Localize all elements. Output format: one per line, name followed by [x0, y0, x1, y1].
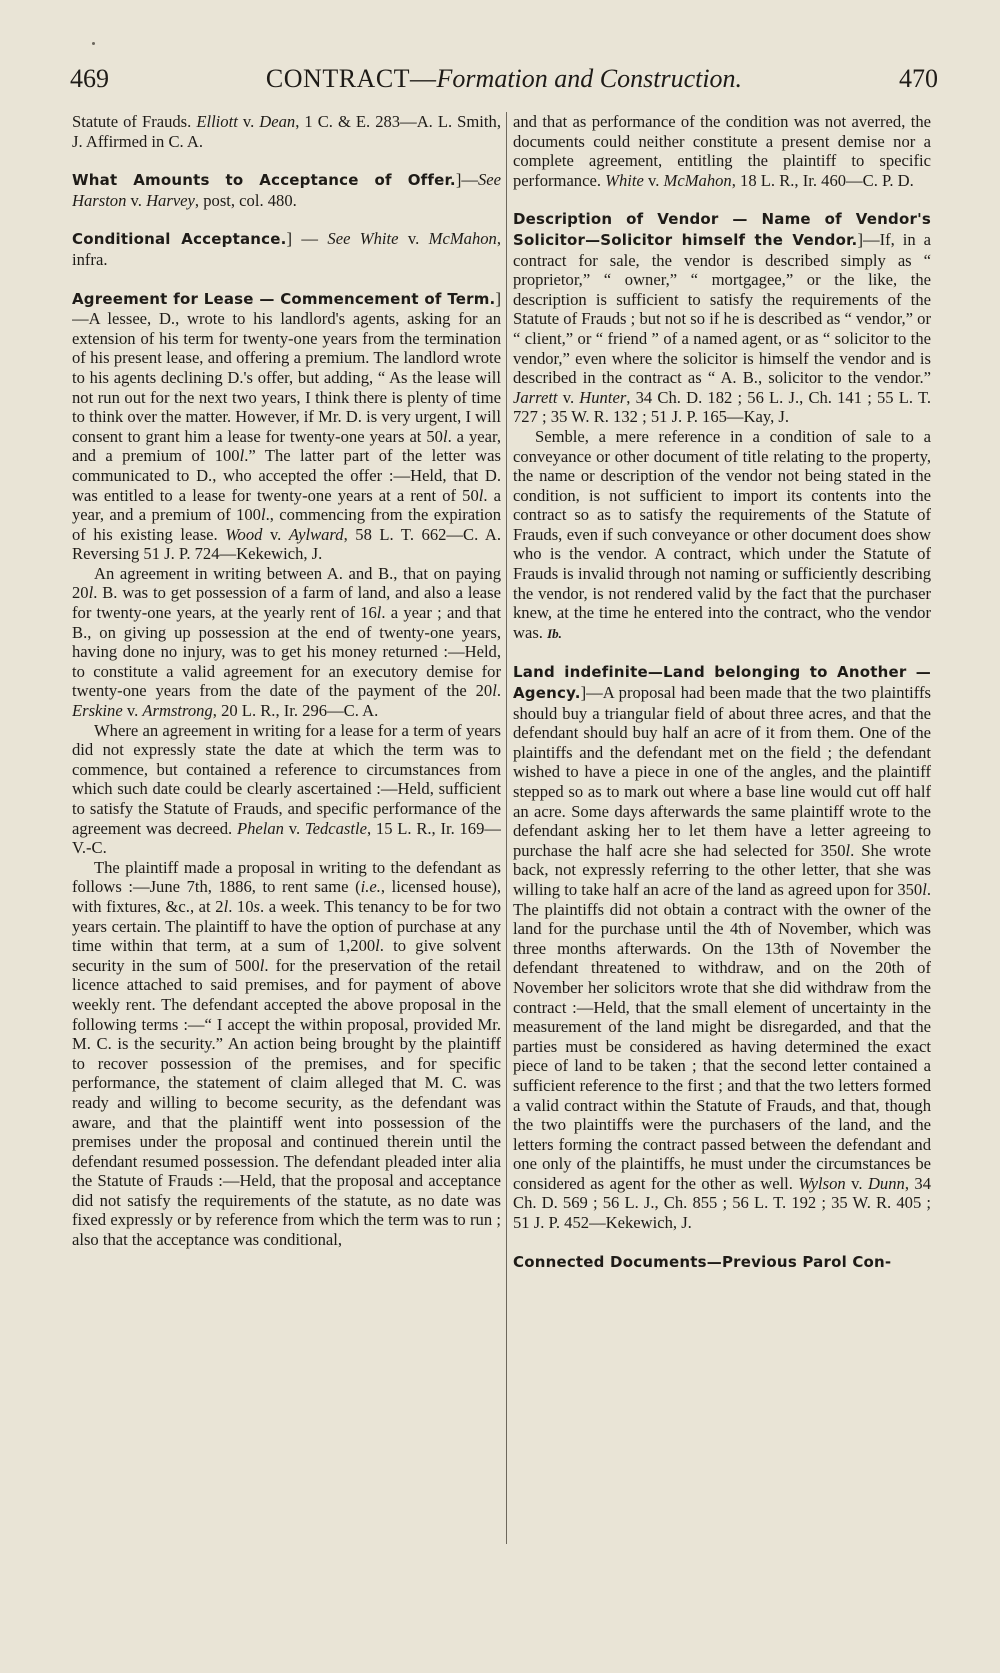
right-column-number: 470 [898, 64, 938, 93]
paragraph: Conditional Acceptance.] — See White v. McMahon, infra. [72, 229, 501, 269]
paragraph: and that as performance of the condition was not averred, the documents could neither constitute a present demise nor a complete agreement, entitling the plaintiff to specific performance. White v. McMahon, 18 L. R., Ir. 460—C. P. D. [513, 112, 931, 190]
paragraph: Where an agreement in writing for a lease for a term of years did not expressly state the date at which the term was to commence, but contained a reference to circumstances from which such date could be clearly ascertained :—Held, sufficient to satisfy the Statute of Frauds, and specific performance of the agreement was decreed. Phelan v. Tedcastle, 15 L. R., Ir. 169—V.-C. [72, 720, 501, 858]
paragraph: What Amounts to Acceptance of Offer.]—See Harston v. Harvey, post, col. 480. [72, 170, 501, 210]
paragraph: Description of Vendor — Name of Vendor's Solicitor—Solicitor himself the Vendor.]—If, in a contract for sale, the vendor is described simply as “ proprietor,” “ owner,” “ mortgagee,” or the like, the description is sufficient to satisfy the requirements of the Statute of Frauds ; but not so if he is described as “ vendor,” or “ client,” or “ friend ” of a named agent, or as “ solicitor to the vendor,” even where the solicitor is himself the vendor and is described in the contract as “ A. B., solicitor to the vendor.” Jarrett v. Hunter, 34 Ch. D. 182 ; 56 L. J., Ch. 141 ; 55 L. T. 727 ; 35 W. R. 132 ; 51 J. P. 165—Kay, J. [513, 210, 931, 427]
column-divider [506, 112, 507, 1544]
left-column [72, 112, 501, 1652]
paragraph: The plaintiff made a proposal in writing to the defendant as follows :—June 7th, 1886, to rent same (i.e., licensed house), with fixtures, &c., at 2l. 10s. a week. This tenancy to be for two years certain. The plaintiff to have the option of purchase at any time within that term, at a sum of 1,200l. to give solvent security in the sum of 500l. for the preservation of the retail licence attached to said premises, and for payment of above weekly rent. The defendant accepted the above proposal in the following terms :—“ I accept the within proposal, provided Mr. M. C. is the security.” An action being brought by the plaintiff to recover possession of the premises, and for specific performance, the statement of claim alleged that M. C. was ready and willing to become security, as the defendant was aware, and that the plaintiff went into possession of the premises under the proposal and continued therein until the defendant resumed possession. The defendant pleaded inter alia the Statute of Frauds :—Held, that the proposal and acceptance did not satisfy the requirements of the statute, as no date was fixed expressly or by reference from which the term was to run ; also that the acceptance was conditional, [72, 857, 501, 1250]
running-title-main: CONTRACT— [265, 64, 437, 93]
paragraph: An agreement in writing between A. and B., that on paying 20l. B. was to get possession of a farm of land, and also a lease for twenty-one years, at the yearly rent of 16l. a year ; and that B., on giving up possession at the end of twenty-one years, having done no injury, was to get his money returned :—Held, to constitute a valid agreement for an executory demise for twenty-one years from the date of the payment of the 20l. Erskine v. Armstrong, 20 L. R., Ir. 296—C. A. [72, 563, 501, 721]
running-title-italic: Formation and Construction. [436, 64, 743, 93]
paragraph: Statute of Frauds. Elliott v. Dean, 1 C. & E. 283—A. L. Smith, J. Affirmed in C. A. [72, 112, 501, 151]
running-title [266, 64, 742, 94]
paragraph: Connected Documents—Previous Parol Con- [513, 1252, 892, 1271]
running-header [70, 64, 938, 104]
paragraph: Semble, a mere reference in a condition of sale to a conveyance or other document of title relating to the property, the name or description of the vendor not being stated in the condition, is not sufficient to import its contents into the contract so as to satisfy the requirements of the Statute of Frauds, even if such conveyance or other document does show who is the vendor. A contract, which under the Statute of Frauds is invalid through not naming or sufficiently describing the vendor, is not rendered valid by the fact that the purchaser knew, at the time he entered into the contract, who the vendor was. Ib. [513, 426, 931, 642]
print-speck [92, 42, 95, 45]
right-column [513, 112, 931, 1652]
left-column-number: 469 [70, 64, 109, 93]
paragraph: Agreement for Lease — Commencement of Term.]—A lessee, D., wrote to his landlord's agents, asking for an extension of his term for twenty-one years from the termination of his present lease, and offering a premium. The landlord wrote to his agents declining D.'s offer, but adding, “ As the lease will not run out for the next two years, I think there is plenty of time to think over the matter. However, if Mr. D. is very urgent, I will consent to grant him a lease for twenty-one years at 50l. a year, and a premium of 100l.” The latter part of the letter was communicated to D., who accepted the offer :—Held, that D. was entitled to a lease for twenty-one years at a rent of 50l. a year, and a premium of 100l., commencing from the expiration of his existing lease. Wood v. Aylward, 58 L. T. 662—C. A. Reversing 51 J. P. 724—Kekewich, J. [72, 288, 501, 564]
paragraph: Land indefinite—Land belonging to Another —Agency.]—A proposal had been made that the two plaintiffs should buy a triangular field of about three acres, and that the defendant should buy half an acre of it from them. One of the plaintiffs and the defendant met on the field ; the defendant wished to have a piece in one of the angles, and the plaintiff stepped so as to mark out where a base line would cut off half an acre. Some days afterwards the same plaintiff wrote to the defendant asking her to let them have a letter agreeing to purchase the half acre she had selected for 350l. She wrote back, not expressly referring to the other letter, that she was willing to take half an acre of the land as agreed upon for 350l. The plaintiffs did not obtain a contract with the owner of the land for the purchase until the 4th of November, which was three months afterwards. On the 13th of November the defendant threatened to withdraw, and on the 20th of November her solicitors wrote that she did withdraw from the contract :—Held, that the small element of uncertainty in the measurement of the land might be disregarded, and that the parties must be considered as having determined the exact piece of land to be taken ; that the second letter contained a sufficient reference to the first ; and that the two letters formed a valid contract within the Statute of Frauds, and that, though the two plaintiffs were the purchasers of the land, and the letters forming the contract passed between the defendant and one only of the plaintiffs, he must under the circumstances be considered as agent for the other as well. Wylson v. Dunn, 34 Ch. D. 569 ; 56 L. J., Ch. 855 ; 56 L. T. 192 ; 35 W. R. 405 ; 51 J. P. 452—Kekewich, J. [513, 663, 931, 1233]
